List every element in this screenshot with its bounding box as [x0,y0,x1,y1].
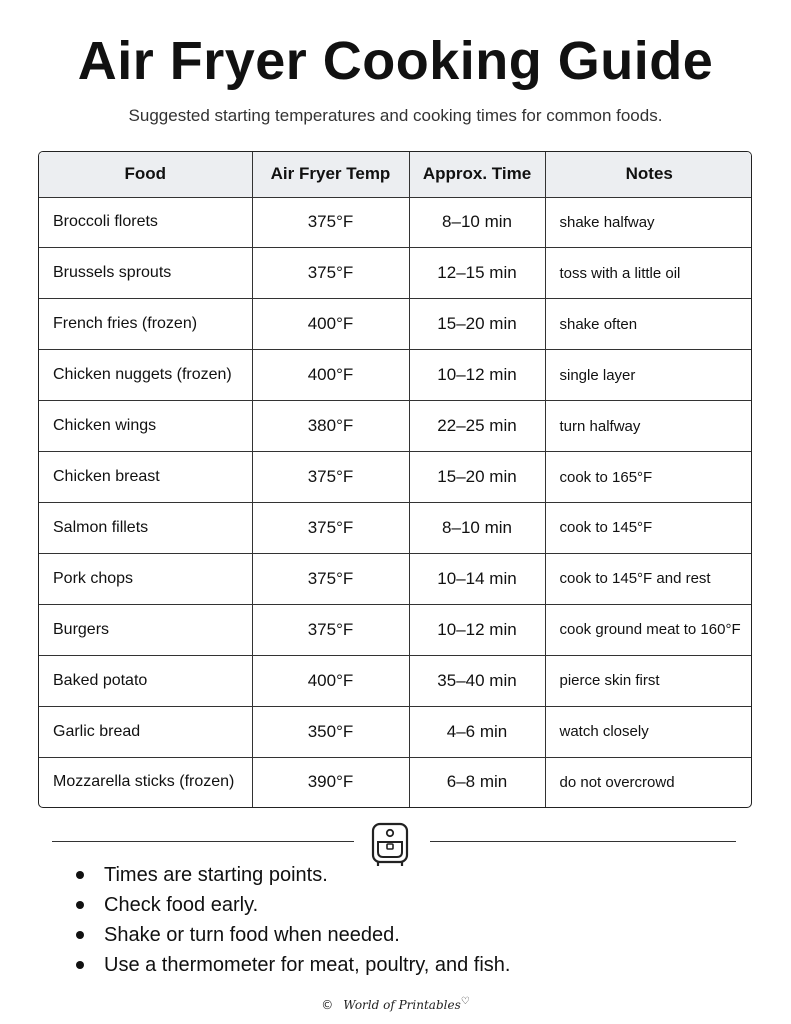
bullet-icon [76,901,84,909]
time-cell: 6–8 min [409,757,545,807]
food-cell: Broccoli florets [39,197,252,248]
table-row [39,401,752,452]
brand-name: World of Printables [343,998,461,1012]
temp-cell: 380°F [252,401,409,452]
table-row [39,706,752,757]
time-cell: 10–14 min [409,553,545,604]
temp-cell: 375°F [252,604,409,655]
notes-cell: shake often [545,299,752,350]
temp-cell: 350°F [252,706,409,757]
time-cell: 35–40 min [409,655,545,706]
notes-cell: turn halfway [545,401,752,452]
table-row [39,553,752,604]
table-row [39,757,752,807]
food-cell: Brussels sprouts [39,248,252,299]
temp-cell: 375°F [252,503,409,554]
time-cell: 8–10 min [409,197,545,248]
food-cell: Salmon fillets [39,503,252,554]
table-row [39,452,752,503]
temp-cell: 400°F [252,655,409,706]
header-notes: Notes [545,152,752,197]
bullet-icon [76,871,84,879]
temp-cell: 375°F [252,553,409,604]
temp-cell: 400°F [252,299,409,350]
cooking-guide-table [38,151,752,808]
header-food: Food [39,152,252,197]
notes-cell: cook to 165°F [545,452,752,503]
food-cell: Baked potato [39,655,252,706]
page-title: Air Fryer Cooking Guide [77,31,714,91]
time-cell: 4–6 min [409,706,545,757]
notes-cell: single layer [545,350,752,401]
food-cell: Chicken wings [39,401,252,452]
temp-cell: 375°F [252,248,409,299]
bullet-icon [76,931,84,939]
tip-text: Shake or turn food when needed. [104,924,400,946]
divider-line-right [430,841,736,842]
temp-cell: 390°F [252,757,409,807]
divider-line-left [52,841,354,842]
tip-item [70,890,510,920]
temp-cell: 400°F [252,350,409,401]
food-cell: Chicken nuggets (frozen) [39,350,252,401]
table-row [39,604,752,655]
temp-cell: 375°F [252,197,409,248]
notes-cell: watch closely [545,706,752,757]
food-cell: Garlic bread [39,706,252,757]
table-row [39,197,752,248]
food-cell: Mozzarella sticks (frozen) [39,757,252,807]
temp-cell: 375°F [252,452,409,503]
food-cell: Burgers [39,604,252,655]
notes-cell: do not overcrowd [545,757,752,807]
notes-cell: pierce skin first [545,655,752,706]
notes-cell: shake halfway [545,197,752,248]
tips-list [70,860,510,980]
table-header-row [39,152,752,197]
notes-cell: toss with a little oil [545,248,752,299]
notes-cell: cook ground meat to 160°F [545,604,752,655]
footer-credit [0,996,791,1012]
time-cell: 12–15 min [409,248,545,299]
table-row [39,248,752,299]
tip-item [70,950,510,980]
tip-text: Times are starting points. [104,864,328,886]
time-cell: 22–25 min [409,401,545,452]
table-row [39,655,752,706]
time-cell: 15–20 min [409,299,545,350]
tip-item [70,860,510,890]
header-time: Approx. Time [409,152,545,197]
food-cell: Chicken breast [39,452,252,503]
tip-item [70,920,510,950]
bullet-icon [76,961,84,969]
time-cell: 8–10 min [409,503,545,554]
food-cell: French fries (frozen) [39,299,252,350]
table-row [39,503,752,554]
table-row [39,299,752,350]
tip-text: Use a thermometer for meat, poultry, and fish. [104,954,511,976]
page-subtitle: Suggested starting temperatures and cooking times for common foods. [128,106,663,125]
time-cell: 15–20 min [409,452,545,503]
notes-cell: cook to 145°F [545,503,752,554]
table-row [39,350,752,401]
header-temp: Air Fryer Temp [252,152,409,197]
food-cell: Pork chops [39,553,252,604]
copyright-icon: © [321,998,334,1012]
time-cell: 10–12 min [409,604,545,655]
time-cell: 10–12 min [409,350,545,401]
tip-text: Check food early. [104,894,259,916]
notes-cell: cook to 145°F and rest [545,553,752,604]
heart-icon: ♡ [460,996,470,1007]
